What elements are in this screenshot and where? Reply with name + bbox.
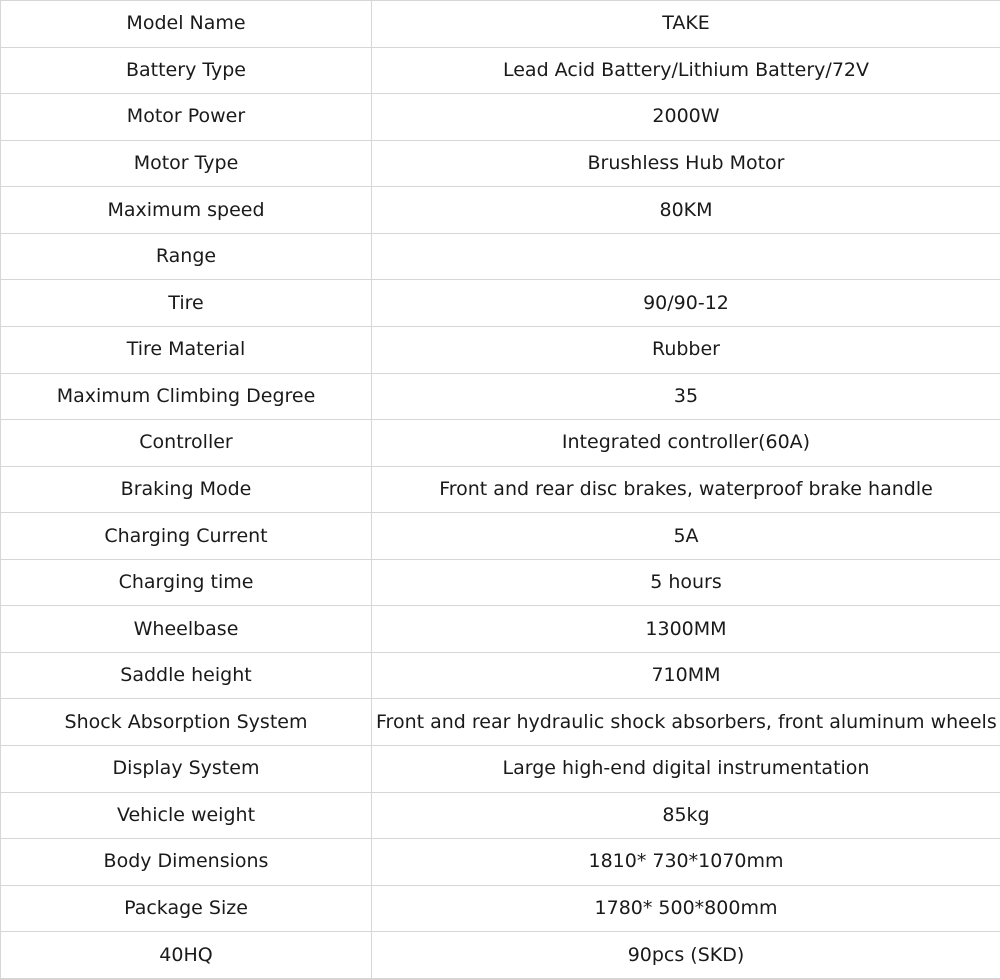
table-row	[1, 559, 1000, 606]
spec-label: Wheelbase	[1, 606, 372, 653]
table-row	[1, 513, 1000, 560]
spec-label: Package Size	[1, 885, 372, 932]
spec-value	[372, 233, 1000, 280]
spec-label: Braking Mode	[1, 466, 372, 513]
table-row	[1, 792, 1000, 839]
table-row	[1, 839, 1000, 886]
spec-value: 2000W	[372, 94, 1000, 141]
spec-label: Shock Absorption System	[1, 699, 372, 746]
spec-label: Battery Type	[1, 47, 372, 94]
spec-value: Integrated controller(60A)	[372, 420, 1000, 467]
table-row	[1, 420, 1000, 467]
spec-value: 90pcs (SKD)	[372, 932, 1000, 979]
spec-label: Saddle height	[1, 652, 372, 699]
spec-value: 1810* 730*1070mm	[372, 839, 1000, 886]
table-row	[1, 699, 1000, 746]
table-row	[1, 140, 1000, 187]
table-row	[1, 280, 1000, 327]
spec-value: Large high-end digital instrumentation	[372, 746, 1000, 793]
table-row	[1, 187, 1000, 234]
spec-value: 90/90-12	[372, 280, 1000, 327]
spec-value: Rubber	[372, 326, 1000, 373]
spec-value: Lead Acid Battery/Lithium Battery/72V	[372, 47, 1000, 94]
spec-value: 1780* 500*800mm	[372, 885, 1000, 932]
spec-value: 35	[372, 373, 1000, 420]
table-row	[1, 652, 1000, 699]
table-row	[1, 1, 1000, 48]
table-row	[1, 932, 1000, 979]
spec-value: 1300MM	[372, 606, 1000, 653]
table-row	[1, 326, 1000, 373]
spec-label: Model Name	[1, 1, 372, 48]
spec-label: Motor Power	[1, 94, 372, 141]
spec-label: Charging Current	[1, 513, 372, 560]
spec-table-body	[1, 1, 1000, 979]
spec-value: 80KM	[372, 187, 1000, 234]
table-row	[1, 746, 1000, 793]
spec-label: Vehicle weight	[1, 792, 372, 839]
spec-label: Controller	[1, 420, 372, 467]
table-row	[1, 606, 1000, 653]
table-row	[1, 466, 1000, 513]
spec-label: 40HQ	[1, 932, 372, 979]
spec-value: 5A	[372, 513, 1000, 560]
spec-label: Tire	[1, 280, 372, 327]
table-row	[1, 94, 1000, 141]
spec-label: Tire Material	[1, 326, 372, 373]
spec-label: Maximum speed	[1, 187, 372, 234]
table-row	[1, 885, 1000, 932]
table-row	[1, 373, 1000, 420]
spec-value: Front and rear disc brakes, waterproof brake handle	[372, 466, 1000, 513]
table-row	[1, 47, 1000, 94]
spec-label: Charging time	[1, 559, 372, 606]
spec-value: Brushless Hub Motor	[372, 140, 1000, 187]
spec-value: 710MM	[372, 652, 1000, 699]
spec-label: Display System	[1, 746, 372, 793]
spec-value: Front and rear hydraulic shock absorbers, front aluminum wheels	[372, 699, 1000, 746]
spec-value: TAKE	[372, 1, 1000, 48]
spec-label: Maximum Climbing Degree	[1, 373, 372, 420]
spec-value: 5 hours	[372, 559, 1000, 606]
table-row	[1, 233, 1000, 280]
spec-label: Body Dimensions	[1, 839, 372, 886]
spec-label: Range	[1, 233, 372, 280]
spec-value: 85kg	[372, 792, 1000, 839]
spec-label: Motor Type	[1, 140, 372, 187]
